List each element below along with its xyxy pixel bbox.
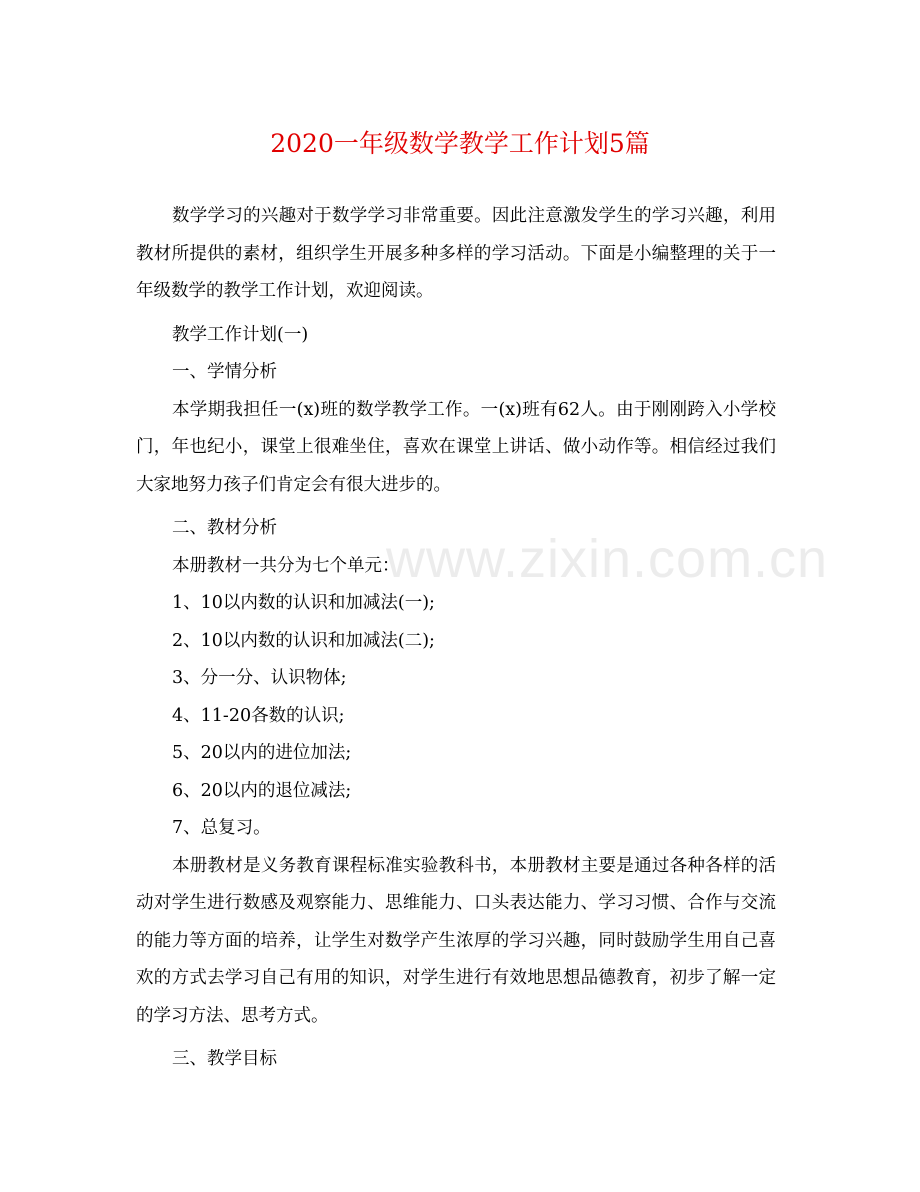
textbook-units-lead: 本册教材一共分为七个单元：	[172, 555, 400, 576]
student-analysis-paragraph: 本学期我担任一(x)班的数学教学工作。一(x)班有62人。由于刚刚跨入小学校门，年也纪小，课堂上很难坐住，喜欢在课堂上讲话、做小动作等。相信经过我们大家地努力孩子们肯定会有很大进步的。	[136, 399, 776, 495]
unit-list-item: 7、总复习。	[172, 818, 271, 838]
plan-heading: 教学工作计划(一)	[172, 324, 309, 345]
unit-list-item: 5、20以内的进位加法;	[172, 743, 352, 763]
section-heading-textbook-analysis: 二、教材分析	[172, 518, 277, 538]
section-heading-student-analysis: 一、学情分析	[172, 362, 277, 382]
unit-list-item: 2、10以内数的认识和加减法(二);	[172, 630, 435, 651]
unit-list-item: 4、11-20各数的认识;	[172, 705, 345, 726]
watermark: www.zixin.com.cn	[386, 529, 829, 589]
unit-list-item: 1、10以内数的认识和加减法(一);	[172, 593, 435, 613]
intro-paragraph: 数学学习的兴趣对于数学学习非常重要。因此注意激发学生的学习兴趣，利用教材所提供的素材，组织学生开展多种多样的学习活动。下面是小编整理的关于一年级数学的教学工作计划，欢迎阅读。	[136, 206, 776, 301]
textbook-description-paragraph: 本册教材是义务教育课程标准实验教科书，本册教材主要是通过各种各样的活动对学生进行数感及观察能力、思维能力、口头表达能力、学习习惯、合作与交流的能力等方面的培养，让学生对数学产生浓厚的学习兴趣，同时鼓励学生用自己喜欢的方式去学习自己有用的知识，对学生进行有效地思想品德教育，初步了解一定的学习方法、思考方式。	[136, 855, 776, 1026]
unit-list-item: 6、20以内的退位减法;	[172, 780, 352, 801]
document-body	[136, 198, 776, 1079]
unit-list-item: 3、分一分、认识物体;	[172, 668, 347, 688]
page-title: 2020一年级数学教学工作计划5篇	[270, 129, 650, 158]
section-heading-teaching-goals: 三、教学目标	[172, 1049, 277, 1069]
